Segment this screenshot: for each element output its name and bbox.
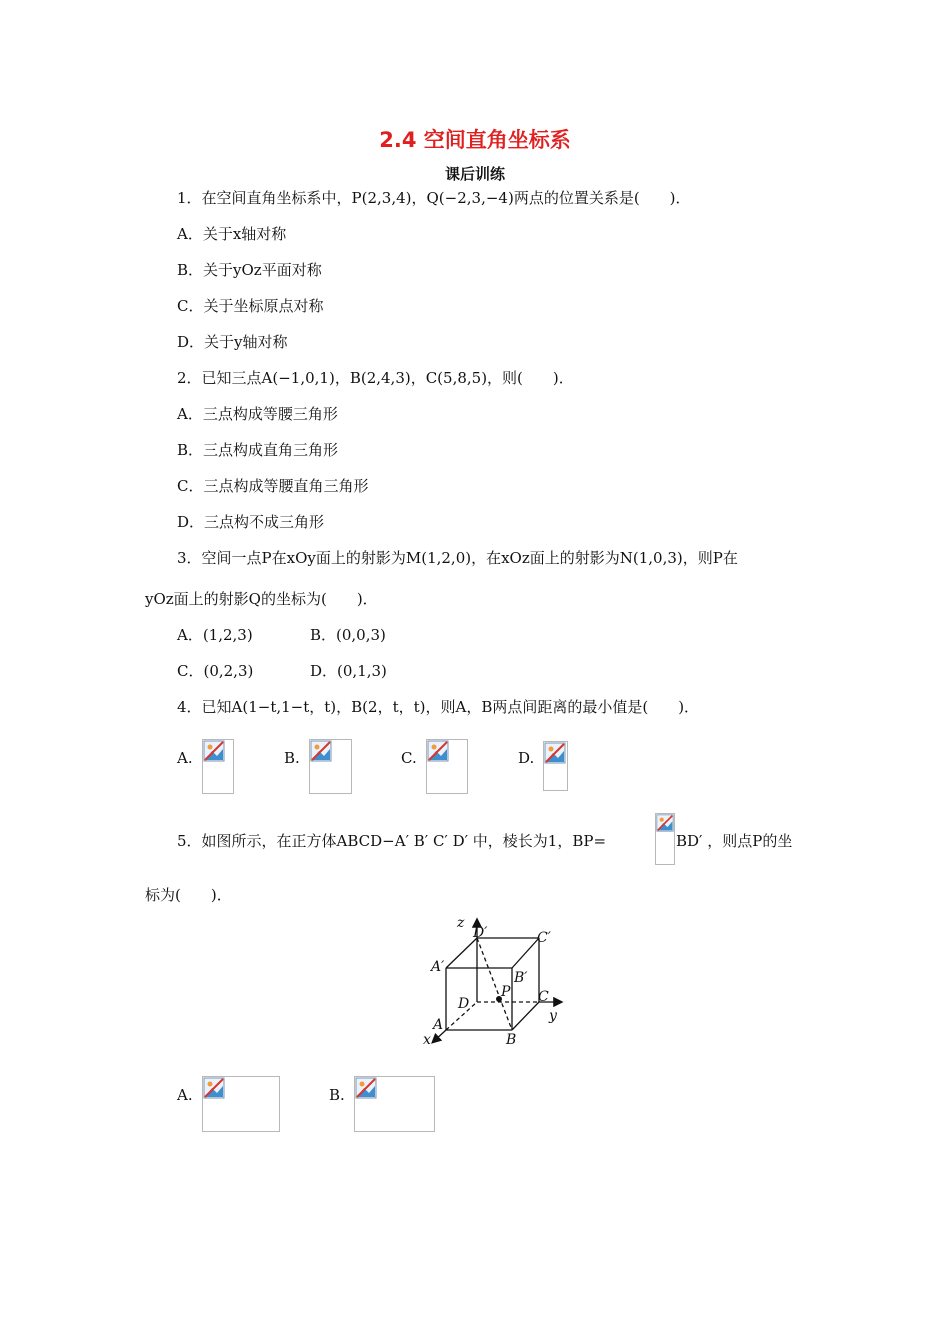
- broken-image-icon: [427, 740, 449, 762]
- broken-image-icon: [355, 1077, 377, 1099]
- q5-stem-line2: 标为( )．: [145, 886, 232, 904]
- q4-option-c: C.: [401, 749, 417, 767]
- q4-option-b: B.: [284, 749, 300, 767]
- q5-stem-post: BD′ ，则点P的坐: [676, 832, 793, 850]
- q3-option-c: C．(0,2,3): [177, 662, 254, 680]
- q5-option-a: A.: [177, 1086, 193, 1104]
- q5-stem-pre: 5．如图所示，在正方体ABCD−A′ B′ C′ D′ 中，棱长为1，BP=: [177, 832, 607, 850]
- broken-image-icon: [203, 1077, 225, 1099]
- label-cp: C′: [537, 930, 551, 946]
- q1-option-d: D．关于y轴对称: [177, 333, 288, 351]
- broken-image-icon: [203, 740, 225, 762]
- label-bp: B′: [514, 970, 528, 986]
- q1-option-c: C．关于坐标原点对称: [177, 297, 324, 315]
- q1-option-a: A．关于x轴对称: [177, 225, 287, 243]
- label-y: y: [549, 1008, 557, 1024]
- broken-image-icon: [310, 740, 332, 762]
- q1-option-b: B．关于yOz平面对称: [177, 261, 322, 279]
- label-z: z: [457, 915, 465, 931]
- cube-figure: [415, 912, 575, 1047]
- broken-image-placeholder: [426, 739, 468, 794]
- edge-b-c: [512, 1002, 539, 1030]
- label-dp: D′: [473, 925, 488, 941]
- edge-bp-cp: [512, 938, 539, 968]
- q3-stem-line1: 3．空间一点P在xOy面上的射影为M(1,2,0)，在xOz面上的射影为N(1,0,3)，则P在: [177, 549, 738, 567]
- q3-option-a: A．(1,2,3): [177, 626, 253, 644]
- label-x: x: [423, 1032, 431, 1047]
- q3-option-b: B．(0,0,3): [310, 626, 386, 644]
- page-title: 2.4 空间直角坐标系: [379, 128, 571, 152]
- broken-image-icon: [544, 742, 566, 764]
- label-d: D: [458, 996, 470, 1012]
- edge-ap-dp: [446, 938, 477, 968]
- broken-image-placeholder: [354, 1076, 435, 1132]
- broken-image-placeholder: [202, 1076, 280, 1132]
- q2-option-a: A．三点构成等腰三角形: [177, 405, 338, 423]
- label-p: P: [501, 984, 511, 1000]
- label-c: C: [538, 989, 549, 1005]
- broken-image-placeholder: [543, 741, 568, 791]
- q2-option-b: B．三点构成直角三角形: [177, 441, 339, 459]
- q2-option-c: C．三点构成等腰直角三角形: [177, 477, 369, 495]
- label-ap: A′: [431, 959, 445, 975]
- q5-option-b: B.: [329, 1086, 345, 1104]
- q3-stem-line2: yOz面上的射影Q的坐标为( )．: [145, 590, 378, 608]
- q4-option-a: A.: [177, 749, 193, 767]
- q4-option-d: D.: [518, 749, 535, 767]
- label-a: A: [433, 1017, 444, 1033]
- q4-stem: 4．已知A(1−t,1−t，t)，B(2，t，t)，则A，B两点间距离的最小值是( )．: [177, 698, 700, 716]
- label-b: B: [506, 1032, 517, 1047]
- broken-image-icon: [656, 814, 674, 832]
- q2-stem: 2．已知三点A(−1,0,1)，B(2,4,3)，C(5,8,5)，则( )．: [177, 369, 574, 387]
- broken-image-placeholder: [655, 813, 675, 865]
- q3-option-d: D．(0,1,3): [310, 662, 387, 680]
- q2-option-d: D．三点构不成三角形: [177, 513, 325, 531]
- q1-stem: 1．在空间直角坐标系中，P(2,3,4)，Q(−2,3,−4)两点的位置关系是( )．: [177, 189, 691, 207]
- broken-image-placeholder: [202, 739, 234, 794]
- section-subtitle: 课后训练: [444, 165, 505, 183]
- broken-image-placeholder: [309, 739, 352, 794]
